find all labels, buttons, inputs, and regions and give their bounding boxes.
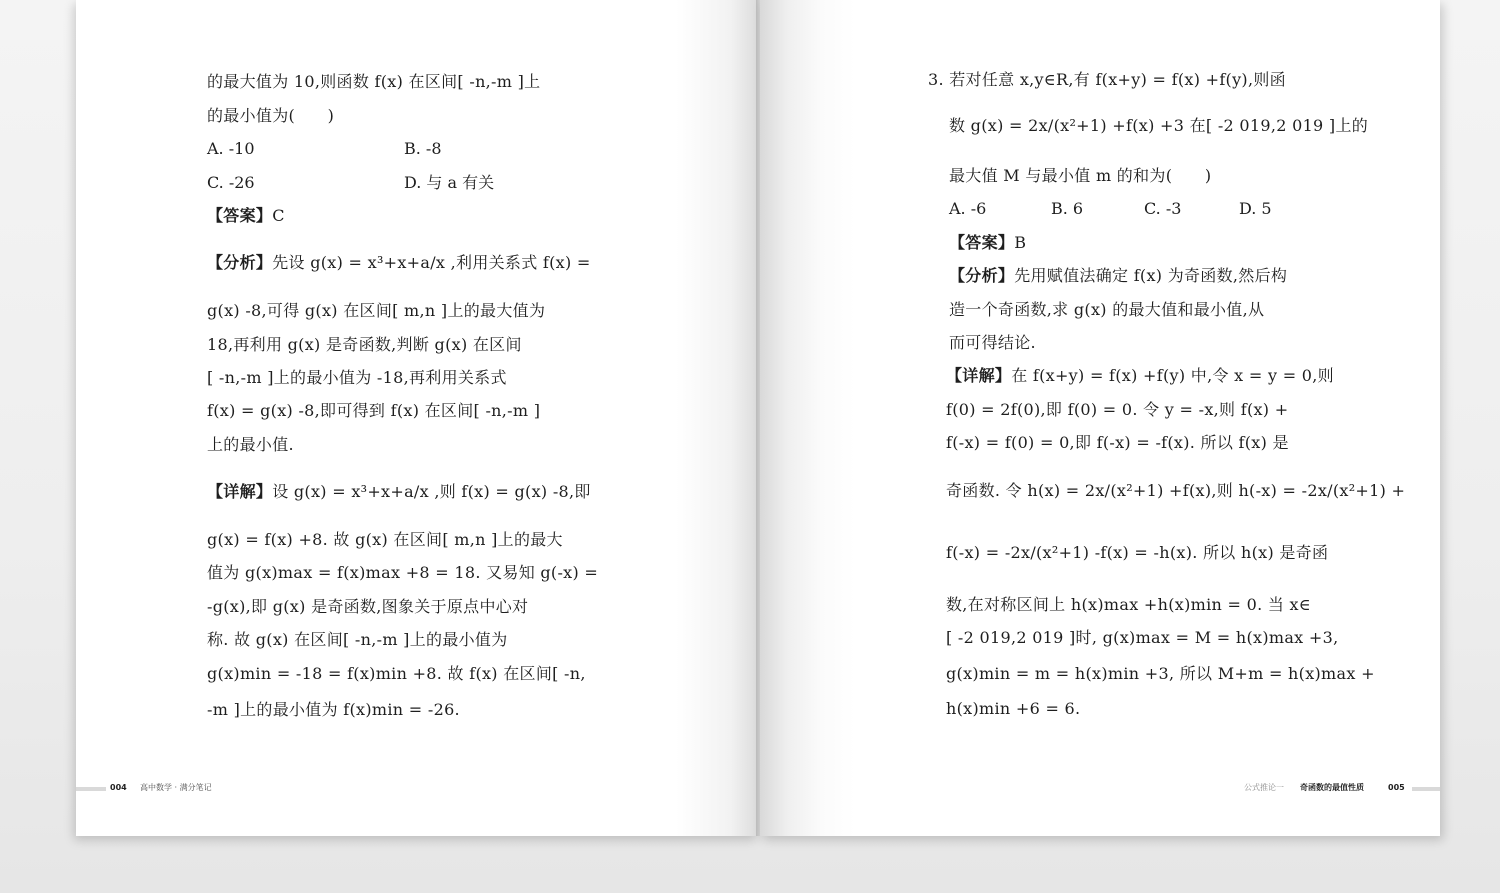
left-footer-title: 高中数学 · 满分笔记 (140, 783, 212, 792)
section-marker: 【答案】 (949, 233, 1015, 252)
left-detail-3: 值为 g(x)max = f(x)max +8 = 18. 又易知 g(-x) = (207, 563, 599, 582)
section-marker: 【分析】 (207, 253, 273, 272)
right-detail-6: 数,在对称区间上 h(x)max +h(x)min = 0. 当 x∈ (946, 595, 1311, 614)
right-page (760, 0, 1440, 836)
right-detail-8: g(x)min = m = h(x)min +3, 所以 M+m = h(x)max + (946, 664, 1375, 683)
right-analysis-3: 而可得结论. (949, 333, 1036, 352)
left-detail-7: -m ]上的最小值为 f(x)min = -26. (207, 700, 460, 719)
section-marker: 【答案】 (207, 206, 273, 225)
right-detail-5: f(-x) = -2x/(x²+1) -f(x) = -h(x). 所以 h(x) 是奇函 (946, 543, 1329, 562)
right-footer-page: 005 (1388, 783, 1405, 792)
left-analysis-3: 18,再利用 g(x) 是奇函数,判断 g(x) 在区间 (207, 335, 522, 354)
right-footer-section: 公式推论一 (1244, 783, 1284, 792)
left-analysis-5: f(x) = g(x) -8,即可得到 f(x) 在区间[ -n,-m ] (207, 401, 541, 420)
right-analysis-1: 【分析】先用赋值法确定 f(x) 为奇函数,然后构 (949, 266, 1288, 285)
left-analysis-4: [ -n,-m ]上的最小值为 -18,再利用关系式 (207, 368, 507, 387)
right-option-a: A. -6 (949, 199, 987, 218)
right-question: 3. 若对任意 x,y∈R,有 f(x+y) = f(x) +f(y),则函 (928, 70, 1286, 89)
right-detail-7: [ -2 019,2 019 ]时, g(x)max = M = h(x)max +3, (946, 628, 1339, 647)
left-page (76, 0, 758, 836)
section-marker: 【详解】 (207, 482, 273, 501)
right-analysis-2: 造一个奇函数,求 g(x) 的最大值和最小值,从 (949, 300, 1265, 319)
right-detail-1: 【详解】在 f(x+y) = f(x) +f(y) 中,令 x = y = 0,则 (946, 366, 1334, 385)
left-detail-1: 【详解】设 g(x) = x³+x+a/x ,则 f(x) = g(x) -8,即 (207, 482, 591, 501)
left-analysis-6: 上的最小值. (207, 435, 294, 454)
left-detail-5: 称. 故 g(x) 在区间[ -n,-m ]上的最小值为 (207, 630, 508, 649)
section-marker: 【分析】 (949, 266, 1015, 285)
left-footer-page: 004 (110, 783, 127, 792)
right-option-d: D. 5 (1239, 199, 1272, 218)
left-analysis-1: 【分析】先设 g(x) = x³+x+a/x ,利用关系式 f(x) = (207, 253, 591, 272)
left-detail-6: g(x)min = -18 = f(x)min +8. 故 f(x) 在区间[ -n, (207, 664, 586, 683)
section-marker: 【详解】 (946, 366, 1012, 385)
right-detail-4: 奇函数. 令 h(x) = 2x/(x²+1) +f(x),则 h(-x) = -2x/(x²+1) + (946, 481, 1406, 500)
left-option-c: C. -26 (207, 173, 255, 192)
right-question-3: 最大值 M 与最小值 m 的和为( ) (949, 166, 1212, 185)
left-option-b: B. -8 (404, 139, 442, 158)
right-detail-9: h(x)min +6 = 6. (946, 699, 1081, 718)
left-option-d: D. 与 a 有关 (404, 173, 495, 192)
right-answer: 【答案】B (949, 233, 1027, 252)
right-option-b: B. 6 (1051, 199, 1084, 218)
left-analysis-2: g(x) -8,可得 g(x) 在区间[ m,n ]上的最大值为 (207, 301, 546, 320)
right-question-2: 数 g(x) = 2x/(x²+1) +f(x) +3 在[ -2 019,2 019 ]上的 (949, 116, 1369, 135)
left-option-a: A. -10 (207, 139, 255, 158)
left-line-2: 的最小值为( ) (207, 106, 335, 125)
left-detail-2: g(x) = f(x) +8. 故 g(x) 在区间[ m,n ]上的最大 (207, 530, 563, 549)
left-footer-bar (76, 787, 106, 791)
right-option-c: C. -3 (1144, 199, 1182, 218)
right-footer-title: 奇函数的最值性质 (1300, 783, 1364, 792)
left-answer: 【答案】C (207, 206, 285, 225)
right-detail-3: f(-x) = f(0) = 0,即 f(-x) = -f(x). 所以 f(x) 是 (946, 433, 1289, 452)
right-footer-bar (1412, 787, 1440, 791)
left-detail-4: -g(x),即 g(x) 是奇函数,图象关于原点中心对 (207, 597, 529, 616)
right-detail-2: f(0) = 2f(0),即 f(0) = 0. 令 y = -x,则 f(x) + (946, 400, 1289, 419)
left-line-1: 的最大值为 10,则函数 f(x) 在区间[ -n,-m ]上 (207, 72, 541, 91)
